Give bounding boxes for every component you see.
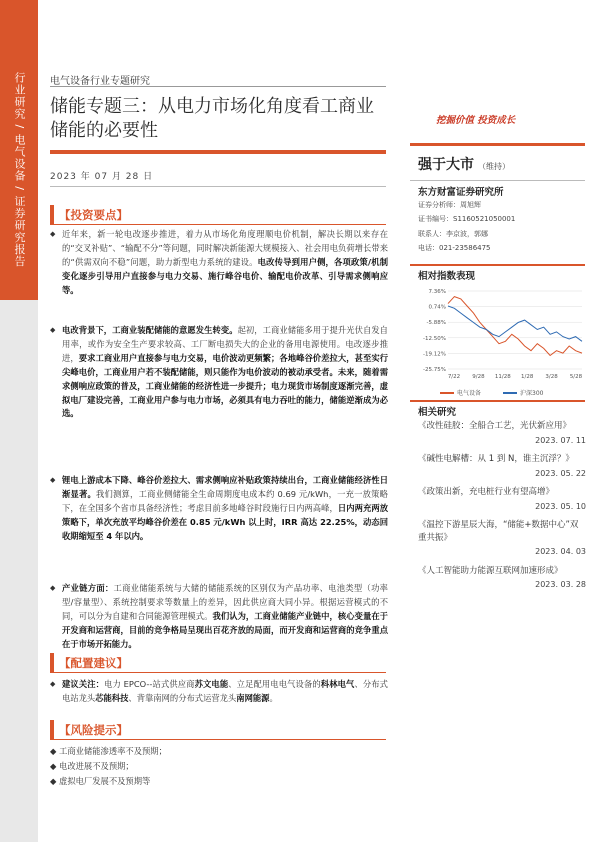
legend-swatch bbox=[440, 392, 454, 394]
text-plain: 工商业储能系统与大储的储能系统的区别仅为产品功率、电池类型（功率型/容量型）、系统控制要求等数量上的差异，因此供应商大同小异。根据运营模式的不同，可以分为自建和合同能源管理模式。 bbox=[62, 583, 388, 621]
text-plain: 。 bbox=[269, 692, 278, 703]
company-name: 科林电气 bbox=[320, 679, 355, 689]
risk-text: 工商业储能渗透率不及预期； bbox=[59, 746, 167, 756]
related-title-text[interactable]: 《改性硅胶：全船合工艺，光伏新应用》 bbox=[418, 421, 572, 431]
section-header-invest bbox=[50, 205, 386, 225]
risk-text: 电改进展不及预期； bbox=[59, 761, 134, 771]
x-tick-label: 5/28 bbox=[569, 374, 583, 380]
institution-name: 东方财富证券研究所 bbox=[418, 187, 504, 198]
invest-point-4 bbox=[62, 582, 388, 652]
section-title: 【配置建议】 bbox=[59, 656, 128, 670]
x-tick-label: 3/28 bbox=[545, 374, 558, 380]
text-bold: 产业链方面： bbox=[62, 583, 114, 593]
company-name: 南网能源 bbox=[236, 692, 270, 703]
y-tick-label: 7.36% bbox=[428, 289, 446, 295]
analyst-line: 电话：021-23586475 bbox=[418, 243, 491, 252]
related-date: 2023. 04. 03 bbox=[535, 547, 586, 556]
legend-label: 电气设备 bbox=[457, 390, 482, 397]
related-title-text[interactable]: 《温控下游星辰大海，“储能+数据中心”双重共振》 bbox=[418, 520, 579, 543]
series-line bbox=[448, 297, 582, 356]
rating-status: （维持） bbox=[478, 162, 510, 171]
series-line bbox=[448, 306, 582, 341]
related-date: 2023. 05. 10 bbox=[535, 501, 586, 511]
rating-value: 强于大市 bbox=[418, 157, 474, 173]
list-item bbox=[418, 519, 586, 559]
section-rule bbox=[50, 224, 386, 225]
section-bracket bbox=[50, 653, 54, 673]
legend-swatch bbox=[503, 392, 517, 394]
rating bbox=[418, 154, 510, 174]
risk-item bbox=[50, 775, 150, 787]
diamond-bullet-icon: ◆ bbox=[50, 326, 56, 334]
invest-point-3 bbox=[62, 474, 388, 544]
related-title-text[interactable]: 《政策出新，充电桩行业有望高增》 bbox=[418, 487, 555, 497]
analyst-line: 联系人：李京波，郭娜 bbox=[418, 229, 488, 238]
section-header-risk bbox=[50, 720, 386, 740]
accent-bar bbox=[410, 400, 585, 402]
risk-item bbox=[50, 745, 167, 757]
section-title: 【投资要点】 bbox=[59, 208, 128, 222]
text-plain: 、立足配用电电气设备的 bbox=[228, 679, 321, 689]
risk-item bbox=[50, 760, 134, 772]
section-title: 【风险提示】 bbox=[59, 723, 128, 737]
analyst-line: 证券分析师：周旭辉 bbox=[418, 201, 481, 209]
analyst-info bbox=[418, 198, 515, 255]
text-bold: 要求工商业用户直接参与电力交易，电价波动更频繁；各地峰谷价差拉大，甚至实行尖峰电价，工商业用户若不装配储能，则只能作为电价波动的被动承受者。未来，随着需求侧响应政策的普及，工商业储能的经济性进一步提升；电力现货市场制度逐渐完善，虚拟电厂建设完善，工商业用户参与电力市场，必须具有电力吞吐的能力，储能逆渐成为必选。 bbox=[62, 352, 388, 419]
related-date: 2023. 05. 22 bbox=[535, 468, 586, 478]
report-category: 电气设备行业专题研究 bbox=[50, 76, 150, 87]
list-item bbox=[418, 420, 586, 447]
text-plain: 我们测算，工商业侧储能全生命周期度电成本约 0.69 元/kWh，一充一放策略下，在全国多个省市具备经济性；考虑目前多地峰谷时段施行日内两高峰， bbox=[62, 488, 388, 513]
sidebar bbox=[0, 0, 38, 842]
text-bold: 建议关注： bbox=[62, 679, 105, 689]
section-bracket bbox=[50, 720, 54, 740]
relative-index-chart bbox=[414, 285, 586, 385]
diamond-bullet-icon: ◆ bbox=[50, 584, 56, 592]
x-tick-label: 1/28 bbox=[521, 374, 534, 380]
related-title-text[interactable]: 《碱性电解槽：从 1 到 N，谁主沉浮？》 bbox=[418, 454, 574, 464]
y-tick-label: 0.74% bbox=[428, 304, 446, 311]
section-rule bbox=[50, 739, 386, 740]
x-tick-label: 9/28 bbox=[472, 374, 485, 380]
related-research-list bbox=[418, 420, 586, 598]
report-date: 2023 年 07 月 28 日 bbox=[50, 172, 154, 182]
section-rule bbox=[50, 672, 386, 673]
legend-label: 沪深300 bbox=[520, 390, 544, 397]
y-tick-label: -12.50% bbox=[423, 335, 446, 342]
related-date: 2023. 07. 11 bbox=[535, 435, 586, 445]
legend-item bbox=[440, 388, 481, 397]
chart-svg bbox=[414, 285, 586, 385]
text-bold: 电改背景下，工商业装配储能的意愿发生转变。 bbox=[62, 325, 238, 335]
text-bold: 日内两充两放策略下，单次充放平均峰谷价差在 0.85 元/kWh 以上时，IRR 高达 22.25%，动态回收期缩短至 4 年以内。 bbox=[62, 502, 388, 541]
y-tick-label: -5.88% bbox=[426, 320, 446, 327]
company-name: 芯能科技 bbox=[95, 692, 129, 703]
divider bbox=[50, 186, 386, 187]
y-tick-label: -25.75% bbox=[423, 367, 446, 373]
config-text bbox=[62, 678, 388, 706]
text-bold: 电改传导到用户侧，各项政策/机制变化逐步引导用户直接参与电力交易、施行峰谷电价、输配电价改革、引导需求侧响应等。 bbox=[62, 256, 388, 295]
invest-point-2 bbox=[62, 324, 388, 421]
text-bold: 我们认为，工商业储能产业链中，核心变量在于开发商和运营商，目前的竞争格局呈现出百花齐放的局面，而开发商和运营商的竞争重点在于市场开拓能力。 bbox=[62, 610, 388, 649]
list-item bbox=[418, 453, 586, 480]
divider bbox=[410, 180, 585, 181]
text-plain: 近年来，新一轮电改逐步推进，着力从市场化角度理顺电价机制，解决长期以来存在的“交叉补贴”、“输配不分”等问题，同时解决新能源大规模接入、社会用电负荷增长带来的“供需双向不稳”问题，助力新型电力系统的建设。 bbox=[62, 229, 388, 267]
x-tick-label: 11/28 bbox=[494, 374, 511, 380]
analyst-line: 证书编号：S1160521050001 bbox=[418, 215, 516, 224]
diamond-bullet-icon: ◆ bbox=[50, 476, 56, 484]
text-bold: 锂电上游成本下降、峰谷价差拉大、需求侧响应补贴政策持续出台，工商业储能经济性日渐显著。 bbox=[62, 475, 388, 499]
section-header-config bbox=[50, 653, 386, 673]
related-title: 相关研究 bbox=[418, 407, 457, 418]
chart-title: 相对指数表现 bbox=[418, 271, 476, 282]
chart-legend bbox=[440, 388, 543, 397]
diamond-bullet-icon: ◆ bbox=[50, 680, 56, 688]
text-plain: 、分布式电站龙头 bbox=[62, 679, 388, 703]
invest-point-1 bbox=[62, 228, 388, 298]
diamond-bullet-icon: ◆ bbox=[50, 230, 56, 238]
y-tick-label: -19.12% bbox=[423, 351, 446, 358]
diamond-bullet-icon: ◆ bbox=[50, 746, 60, 756]
x-tick-label: 7/22 bbox=[447, 374, 461, 380]
accent-bar bbox=[410, 264, 585, 266]
page-title: 储能专题三：从电力市场化角度看工商业储能的必要性 bbox=[50, 96, 374, 141]
related-date: 2023. 03. 28 bbox=[535, 580, 586, 589]
sidebar-label: 行业研究 / 电气设备 / 证券研究报告 bbox=[13, 72, 26, 268]
legend-item bbox=[503, 388, 543, 397]
risk-text: 虚拟电厂发展不及预期等 bbox=[59, 776, 151, 786]
title-underline bbox=[50, 150, 386, 154]
text-plain: 、背靠南网的分布式运营龙头 bbox=[128, 692, 237, 703]
text-plain: 电力 EPCO--站式供应商 bbox=[104, 679, 195, 689]
slogan: 挖掘价值 投资成长 bbox=[436, 115, 516, 126]
list-item bbox=[418, 486, 586, 513]
section-bracket bbox=[50, 205, 54, 225]
diamond-bullet-icon: ◆ bbox=[50, 761, 60, 771]
list-item bbox=[418, 565, 586, 592]
diamond-bullet-icon: ◆ bbox=[50, 776, 60, 786]
text-plain: 起初，工商业储能多用于提升光伏自发自用率，或作为安全生产要求较高、工厂断电损失大的企业的备用电源使用。电改逐步推进， bbox=[62, 325, 388, 363]
related-title-text[interactable]: 《人工智能助力能源互联网加速形成》 bbox=[418, 565, 563, 576]
accent-bar bbox=[410, 143, 585, 146]
company-name: 苏文电能 bbox=[194, 679, 229, 689]
divider bbox=[50, 86, 386, 87]
